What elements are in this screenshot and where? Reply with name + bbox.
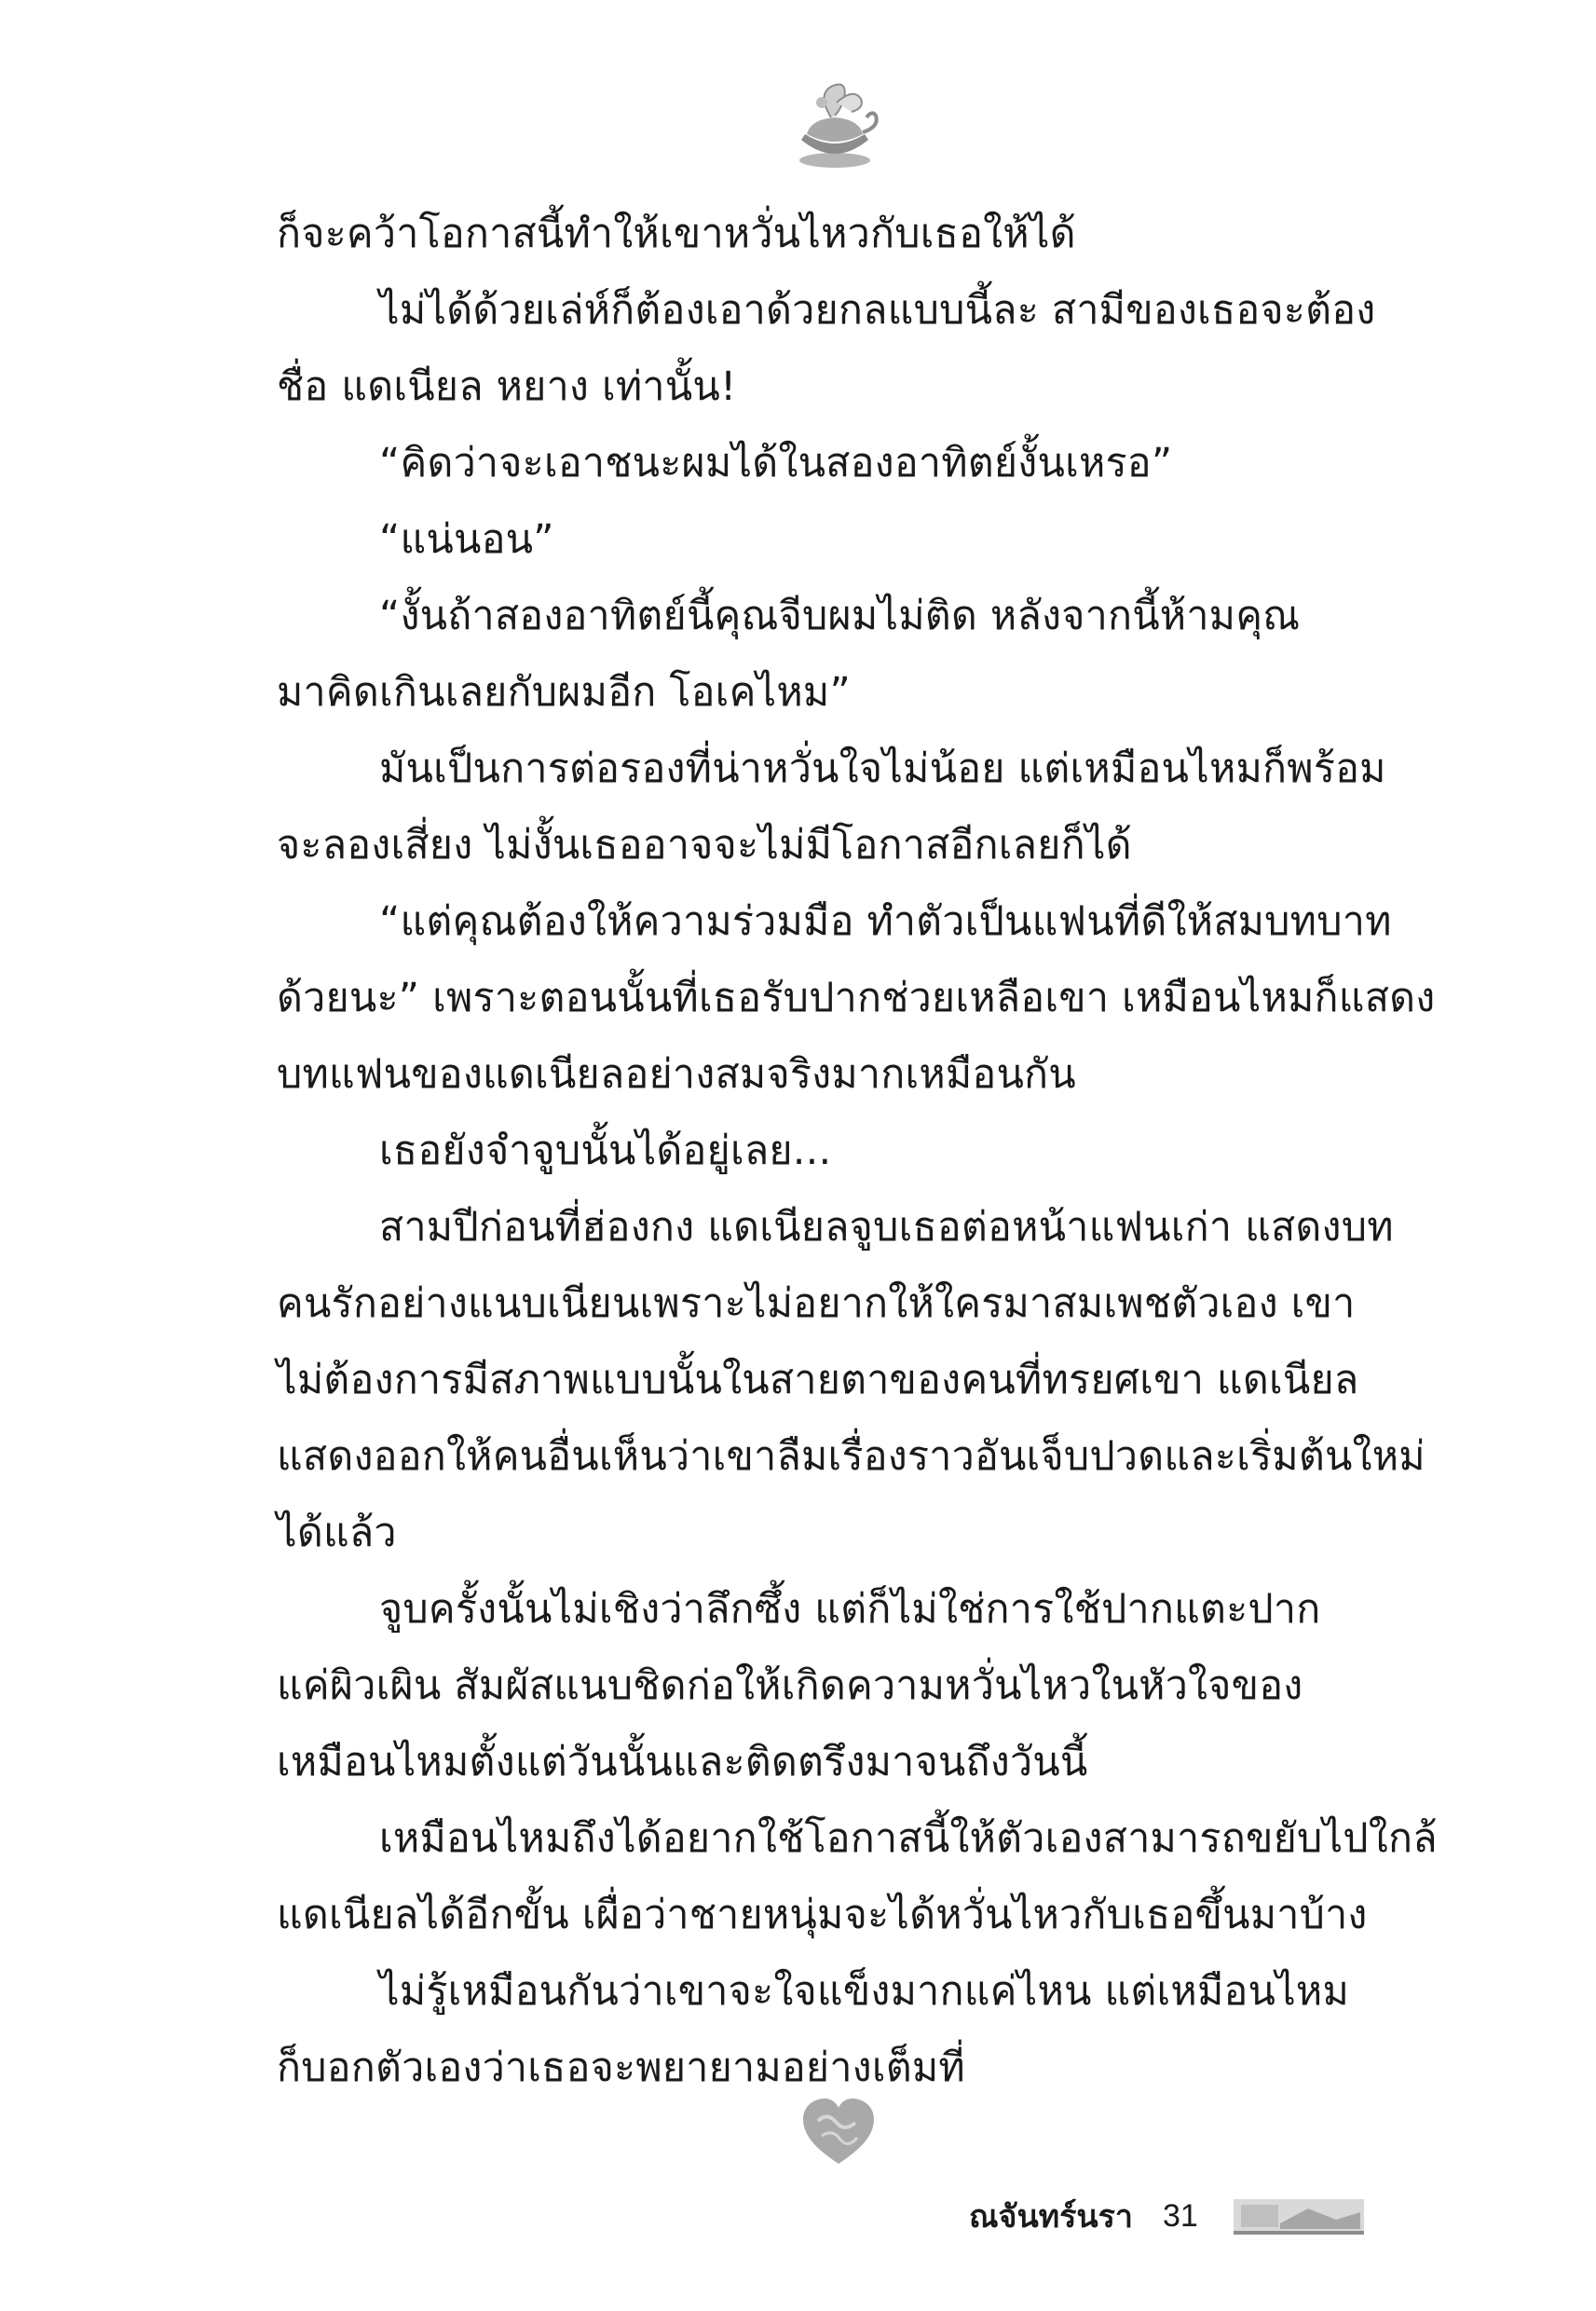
text-line: ไม่รู้เหมือนกันว่าเขาจะใจแข็งมากแค่ไหน แต่เหมือนไหม [379,1968,1350,2015]
text-line: คนรักอย่างแนบเนียนเพราะไม่อยากให้ใครมาสมเพชตัวเอง เขา [277,1280,1356,1327]
footer-deco-icon [1234,2195,1364,2236]
text-line: ด้วยนะ” เพราะตอนนั้นที่เธอรับปากช่วยเหลือเขา เหมือนไหมก็แสดง [277,975,1436,1021]
text-line: เหมือนไหมตั้งแต่วันนั้นและติดตรึงมาจนถึงวันนี้ [277,1739,1088,1785]
text-line: จูบครั้งนั้นไม่เชิงว่าลึกซึ้ง แต่ก็ไม่ใช่การใช้ปากแตะปาก [379,1586,1321,1633]
heart-ornament-icon [799,2095,878,2169]
text-line: “คิดว่าจะเอาชนะผมได้ในสองอาทิตย์งั้นเหรอ” [379,440,1173,486]
text-line: “แต่คุณต้องให้ความร่วมมือ ทำตัวเป็นแฟนที่ดีให้สมบทบาท [379,898,1392,945]
text-line: สามปีก่อนที่ฮ่องกง แดเนียลจูบเธอต่อหน้าแฟนเก่า แสดงบท [379,1204,1394,1251]
text-line: ไม่ต้องการมีสภาพแบบนั้นในสายตาของคนที่ทรยศเขา แดเนียล [277,1357,1359,1403]
text-line: เธอยังจำจูบนั้นได้อยู่เลย... [379,1128,832,1174]
text-line: ก็บอกตัวเองว่าเธอจะพยายามอย่างเต็มที่ [277,2044,965,2091]
text-line: ไม่ได้ด้วยเล่ห์ก็ต้องเอาด้วยกลแบบนี้ละ สามีของเธอจะต้อง [379,287,1376,334]
text-line: “แน่นอน” [379,516,554,563]
text-line: “งั้นถ้าสองอาทิตย์นี้คุณจีบผมไม่ติด หลังจากนี้ห้ามคุณ [379,593,1301,639]
text-line: ได้แล้ว [277,1510,397,1556]
page-number: 31 [1162,2197,1198,2234]
text-line: ก็จะคว้าโอกาสนี้ทำให้เขาหวั่นไหวกับเธอให้ได้ [277,211,1076,257]
text-line: เหมือนไหมถึงได้อยากใช้โอกาสนี้ให้ตัวเองสามารถขยับไปใกล้ [379,1815,1438,1862]
text-line: มาคิดเกินเลยกับผมอีก โอเคไหม” [277,669,851,716]
lamp-cup-ornament-icon [779,75,891,177]
text-line: มันเป็นการต่อรองที่น่าหวั่นใจไม่น้อย แต่เหมือนไหมก็พร้อม [379,745,1386,792]
text-line: ชื่อ แดเนียล หยาง เท่านั้น! [277,363,737,410]
text-line: แสดงออกให้คนอื่นเห็นว่าเขาลืมเรื่องราวอันเจ็บปวดและเริ่มต้นใหม่ [277,1433,1425,1480]
body-text [277,196,1438,2106]
author-name: ณจันทร์นรา [969,2198,1133,2236]
text-line: แค่ผิวเผิน สัมผัสแนบชิดก่อให้เกิดความหวั่นไหวในหัวใจของ [277,1662,1303,1709]
text-line: จะลองเสี่ยง ไม่งั้นเธออาจจะไม่มีโอกาสอีกเลยก็ได้ [277,822,1132,868]
text-line: บทแฟนของแดเนียลอย่างสมจริงมากเหมือนกัน [277,1051,1076,1098]
text-line: แดเนียลได้อีกขั้น เผื่อว่าชายหนุ่มจะได้หวั่นไหวกับเธอขึ้นมาบ้าง [277,1892,1368,1938]
page-footer [969,2188,1364,2244]
